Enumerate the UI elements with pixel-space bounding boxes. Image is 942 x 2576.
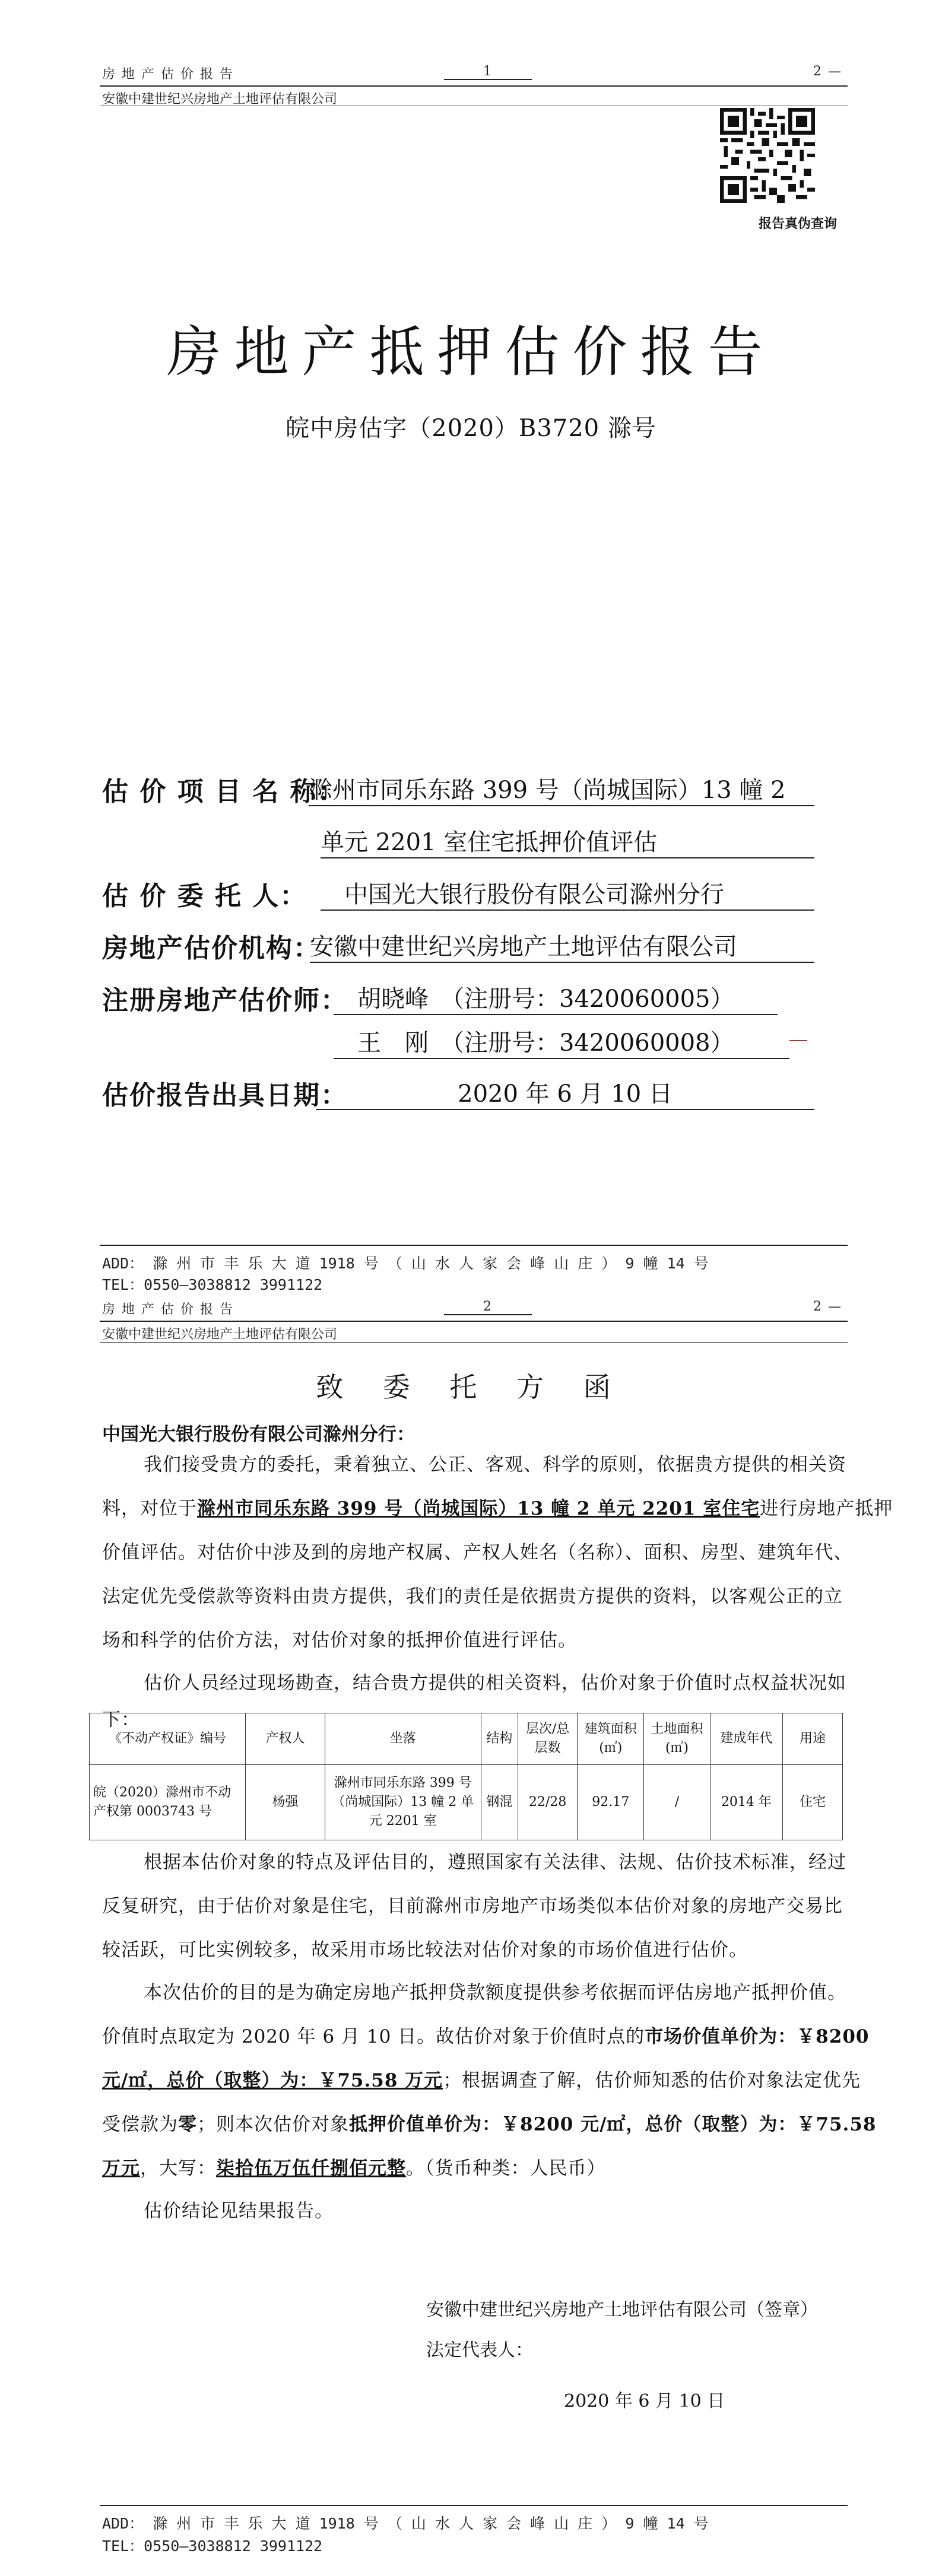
project-name-line2: 单元 2201 室住宅抵押价值评估 bbox=[321, 823, 814, 858]
footer-divider bbox=[100, 1245, 848, 1246]
table-cell-owner: 杨强 bbox=[246, 1765, 325, 1840]
header-company: 安徽中建世纪兴房地产土地评估有限公司 bbox=[102, 92, 338, 107]
table-header-cell: 结构 bbox=[481, 1713, 518, 1765]
table-cell-land-area: / bbox=[644, 1765, 711, 1840]
letter-title: 致 委 托 方 函 bbox=[316, 1371, 626, 1403]
page-number: 1 bbox=[444, 64, 532, 80]
header-divider-lower-p2 bbox=[100, 1342, 848, 1343]
table-cell-use: 住宅 bbox=[783, 1765, 843, 1840]
table-header-cell: 土地面积(㎡) bbox=[644, 1713, 711, 1765]
header-title: 房 地 产 估 价 报 告 bbox=[102, 67, 234, 82]
table-header-cell: 建筑面积(㎡) bbox=[578, 1713, 644, 1765]
header-company-p2: 安徽中建世纪兴房地产土地评估有限公司 bbox=[102, 1327, 338, 1342]
client-value: 中国光大银行股份有限公司滁州分行 bbox=[321, 876, 814, 911]
table-header-cell: 《不动产权证》编号 bbox=[90, 1713, 246, 1765]
header-divider bbox=[100, 85, 848, 87]
table-cell-cert-no: 皖（2020）滁州市不动产权第 0003743 号 bbox=[90, 1765, 246, 1840]
table-row bbox=[90, 1765, 843, 1840]
appraiser-2: 王 刚 （注册号：3420060008） bbox=[334, 1024, 789, 1059]
red-mark bbox=[789, 1040, 807, 1041]
page-number-p2: 2 bbox=[444, 1299, 532, 1315]
appraiser-1: 胡晓峰 （注册号：3420060005） bbox=[334, 980, 778, 1015]
letter-paragraph-3: 根据本估价对象的特点及评估目的，遵照国家有关法律、法规、估价技术标准，经过 反复研究，由于估价对象是住宅，目前滁州市房地产市场类似本估价对象的房地产交易比 较活跃，可比实例较多，故采用市场比较法对估价对象的市场价值进行估价。 bbox=[102, 1852, 846, 1961]
letter-paragraph-2: 估价人员经过现场勘查，结合贵方提供的相关资料，估价对象于价值时点权益状况如 下： bbox=[102, 1672, 846, 1731]
sign-date: 2020 年 6 月 10 日 bbox=[564, 2391, 725, 2412]
table-cell-building-area: 92.17 bbox=[578, 1765, 644, 1840]
signer-company: 安徽中建世纪兴房地产土地评估有限公司（签章） bbox=[426, 2300, 818, 2320]
footer-divider-p2 bbox=[100, 2505, 848, 2506]
header-title-p2: 房 地 产 估 价 报 告 bbox=[102, 1302, 234, 1317]
table-header-cell: 层次/总层数 bbox=[518, 1713, 578, 1765]
appraiser-label: 注册房地产估价师： bbox=[102, 985, 348, 1016]
agency-label: 房地产估价机构： bbox=[102, 933, 321, 963]
report-title: 房地产抵押估价报告 bbox=[166, 320, 776, 384]
footer-tel: TEL：0550—3038812 3991122 bbox=[102, 1276, 323, 1293]
footer-address: ADD： 滁 州 市 丰 乐 大 道 1918 号 （ 山 水 人 家 会 峰 山 庄 ） 9 幢 14 号 bbox=[102, 1255, 709, 1272]
total-pages: 2 — bbox=[813, 64, 842, 79]
client-label: 估 价 委 托 人： bbox=[102, 881, 307, 911]
table-header-row bbox=[90, 1713, 843, 1765]
project-name-label: 估 价 项 目 名 称： bbox=[102, 777, 345, 807]
qr-caption: 报告真伪查询 bbox=[759, 216, 838, 231]
table-cell-structure: 钢混 bbox=[481, 1765, 518, 1840]
table-header-cell: 用途 bbox=[783, 1713, 843, 1765]
table-cell-year: 2014 年 bbox=[710, 1765, 782, 1840]
property-table bbox=[89, 1713, 843, 1840]
table-header-cell: 建成年代 bbox=[710, 1713, 782, 1765]
document-number: 皖中房估字（2020）B3720 滁号 bbox=[286, 415, 656, 442]
qr-code-icon[interactable] bbox=[720, 108, 815, 203]
footer-tel-p2: TEL：0550—3038812 3991122 bbox=[102, 2537, 323, 2555]
project-name-line1: 滁州市同乐东路 399 号（尚城国际）13 幢 2 bbox=[309, 771, 814, 806]
total-pages-p2: 2 — bbox=[813, 1299, 842, 1314]
letter-paragraph-1: 我们接受贵方的委托，秉着独立、公正、客观、科学的原则，依据贵方提供的相关资 料，对位于滁州市同乐东路 399 号（尚城国际）13 幢 2 单元 2201 室住宅进行房地产抵押 价值评估。对估价中涉及到的房地产权属、产权人姓名（名称）、面积、房型、建筑年代、 法定优先受偿款等资料由贵方提供，我们的责任是依据贵方提供的资料，以客观公正的立 场和科学的估价方法，对估价对象的抵押价值进行评估。 bbox=[102, 1454, 893, 1651]
table-cell-floor: 22/28 bbox=[518, 1765, 578, 1840]
legal-representative: 法定代表人： bbox=[426, 2340, 533, 2361]
agency-value: 安徽中建世纪兴房地产土地评估有限公司 bbox=[310, 928, 814, 963]
letter-paragraph-4: 本次估价的目的是为确定房地产抵押贷款额度提供参考依据而评估房地产抵押价值。 价值时点取定为 2020 年 6 月 10 日。故估价对象于价值时点的市场价值单价为：￥8200 元/㎡，总价（取整）为：￥75.58 万元；根据调查了解，估价师知悉的估价对象法定优先 受偿款为零；则本次估价对象抵押价值单价为：￥8200 元/㎡，总价（取整）为：￥75.58 万元，大写：柒拾伍万伍仟捌佰元整。（货币种类：人民币） bbox=[102, 1982, 877, 2179]
report-date-value: 2020 年 6 月 10 日 bbox=[316, 1075, 814, 1110]
footer-address-p2: ADD： 滁 州 市 丰 乐 大 道 1918 号 （ 山 水 人 家 会 峰 山 庄 ） 9 幢 14 号 bbox=[102, 2515, 709, 2532]
header-divider-p2 bbox=[100, 1321, 848, 1322]
table-header-cell: 坐落 bbox=[325, 1713, 481, 1765]
table-cell-location: 滁州市同乐东路 399 号（尚城国际）13 幢 2 单元 2201 室 bbox=[325, 1765, 481, 1840]
table-header-cell: 产权人 bbox=[246, 1713, 325, 1765]
report-date-label: 估价报告出具日期： bbox=[102, 1080, 348, 1111]
letter-paragraph-5: 估价结论见结果报告。 bbox=[144, 2200, 334, 2222]
letter-salutation: 中国光大银行股份有限公司滁州分行： bbox=[102, 1424, 415, 1445]
